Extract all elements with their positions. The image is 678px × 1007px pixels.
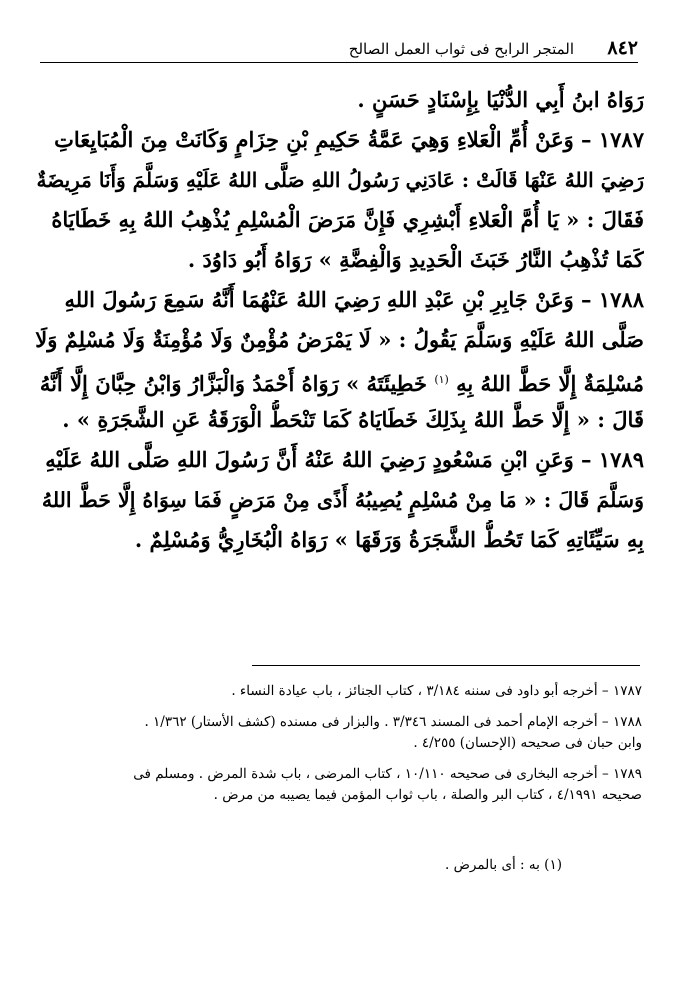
running-title: المتجر الرابح فى ثواب العمل الصالح: [348, 40, 574, 58]
text-line: ١٧٨٩ – وَعَنِ ابْنِ مَسْعُودٍ رَضِيَ اللهُ عَنْهُ أَنَّ رَسُولَ اللهِ صَلَّى اللهُ عَلَيْهِ: [45, 447, 644, 472]
header-rule: [40, 62, 638, 63]
hadith-text-block: [34, 80, 644, 560]
text-line: رَضِيَ اللهُ عَنْهَا قَالَتْ : عَادَنِي رَسُولُ اللهِ صَلَّى اللهُ عَلَيْهِ وَسَلَّمَ وَأَنَا مَرِيضَةٌ: [36, 168, 644, 192]
text-line: وَسَلَّمَ قَالَ : « مَا مِنْ مُسْلِمٍ يُصِيبُهُ أَذًى مِنْ مَرَضٍ فَمَا سِوَاهُ إِلَّا حَطَّ اللهُ: [41, 488, 644, 512]
takhrij-note: ١٧٨٧ – أخرجه أبو داود فى سننه ٣/١٨٤ ، كتاب الجنائز ، باب عيادة النساء .: [231, 683, 642, 699]
notes-separator: [252, 665, 640, 666]
footnote: (١) به : أى بالمرض .: [445, 857, 562, 873]
page-number: ٨٤٢: [607, 37, 638, 59]
hadith-number: ١٧٨٧: [598, 127, 644, 152]
footnote-marker: (١): [434, 373, 449, 386]
text-line: رَوَاهُ ابنُ أَبِي الدُّنْيَا بِإِسْنَادٍ حَسَنٍ .: [357, 87, 644, 112]
text-line: ١٧٨٧ – وَعَنْ أُمِّ الْعَلاءِ وَهِيَ عَمَّةُ حَكِيمِ بْنِ حِزَامٍ وَكَانَتْ مِنَ الْمُبَايِعَاتِ: [54, 127, 644, 152]
hadith-number: ١٧٨٩: [598, 447, 644, 472]
text-line: فَقَالَ : « يَا أُمَّ الْعَلاءِ أَبْشِرِي فَإِنَّ مَرَضَ الْمُسْلِمِ يُذْهِبُ اللهُ بِهِ خَطَايَاهُ: [51, 207, 644, 232]
takhrij-notes: [34, 681, 642, 806]
text-line: صَلَّى اللهُ عَلَيْهِ وَسَلَّمَ يَقُولُ : « لَا يَمْرَضُ مُؤْمِنٌ وَلَا مُؤْمِنَةٌ وَلَا مُسْلِمٌ وَلَا: [35, 327, 644, 352]
text-line: كَمَا تُذْهِبُ النَّارُ خَبَثَ الْحَدِيدِ وَالْفِضَّةِ » رَوَاهُ أَبُو دَاوُدَ .: [187, 247, 644, 272]
text-line: قَالَ : « إِلَّا حَطَّ اللهُ بِذَلِكَ خَطَايَاهُ كَمَا تَنْحَطُّ الْوَرَقَةُ عَنِ الشَّجَرَةِ » .: [62, 407, 644, 432]
page-header: [40, 34, 638, 64]
text-line: بِهِ سَيِّئَاتِهِ كَمَا تَحُطُّ الشَّجَرَةُ وَرَقَهَا » رَوَاهُ الْبُخَارِيُّ وَمُسْلِمٌ .: [134, 527, 644, 552]
takhrij-note: ١٧٨٩ – أخرجه البخارى فى صحيحه ١٠/١١٠ ، كتاب المرضى ، باب شدة المرض . ومسلم فى صحيحه ٤/١٩٩١ ، كتاب البر والصلة ، باب ثواب المؤمن فيما يصيبه من مرض .: [133, 766, 642, 803]
hadith-number: ١٧٨٨: [598, 287, 644, 312]
text-line: ١٧٨٨ – وَعَنْ جَابِرِ بْنِ عَبْدِ اللهِ رَضِيَ اللهُ عَنْهُمَا أَنَّهُ سَمِعَ رَسُولَ اللهِ: [64, 287, 644, 312]
takhrij-note: ١٧٨٨ – أخرجه الإمام أحمد فى المسند ٣/٣٤٦ . والبزار فى مسنده (كشف الأستار) ١/٣٦٢ . وابن حبان فى صحيحه (الإحسان) ٤/٢٥٥ .: [144, 714, 642, 751]
text-line: مُسْلِمَةٌ إِلَّا حَطَّ اللهُ بِهِ $^{(١)}$ خَطِيئَتَهُ » رَوَاهُ أَحْمَدُ وَالْبَزَّارُ وَابْنُ حِبَّانَ إِلَّا أَنَّهُ: [39, 371, 644, 396]
